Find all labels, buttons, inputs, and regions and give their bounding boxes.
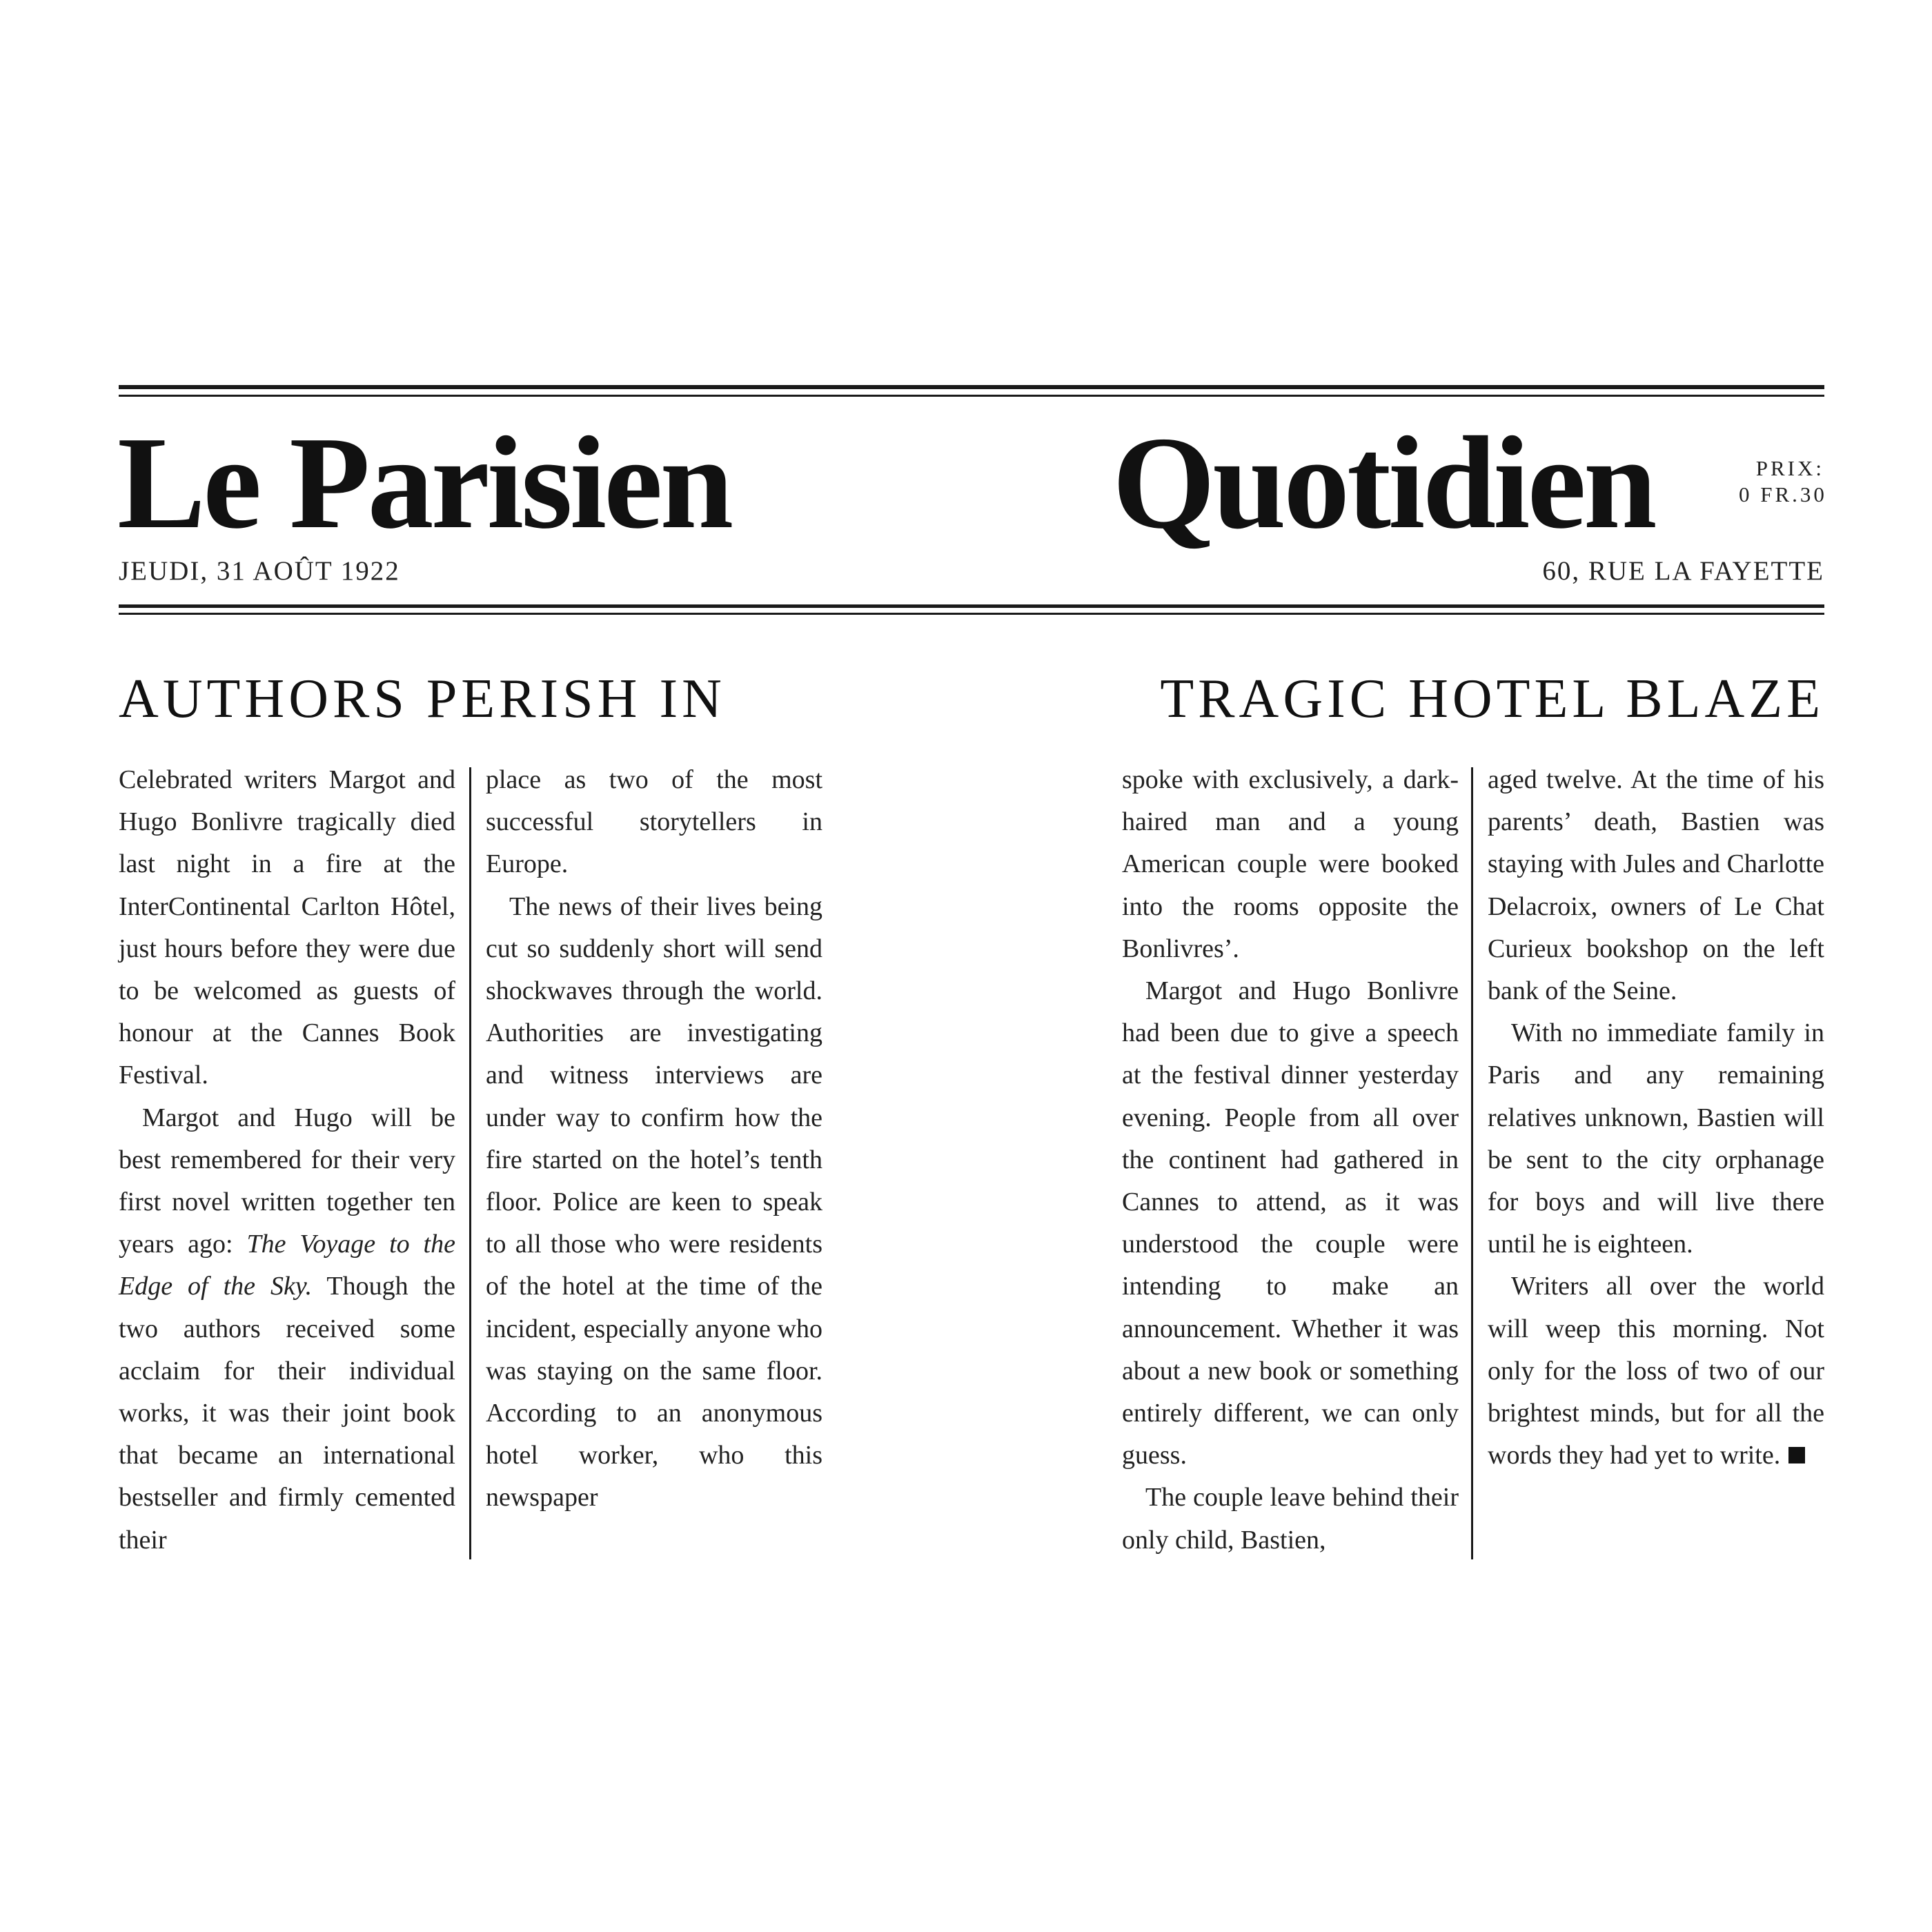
paragraph: place as two of the most successful storytellers in Europe. (486, 765, 822, 879)
text-run: Margot and Hugo will be best remembered for their very first novel written together ten years ago: (119, 1103, 455, 1259)
masthead-bottom-rule-thin (119, 613, 1824, 615)
price-box (1739, 455, 1827, 508)
headline-left: AUTHORS PERISH IN (119, 669, 726, 729)
paragraph: Margot and Hugo Bonlivre had been due to give a speech at the festival dinner yesterday evening. People from all over the continent had gathered in Cannes to attend, as it was understood the couple were intending to make an announcement. Whether it was about a new book or something entirely different, we can only guess. (1122, 976, 1459, 1470)
paragraph: Celebrated writers Margot and Hugo Bonlivre tragically died last night in a fire at the InterContinental Carlton Hôtel, just hours before they were due to be welcomed as guests of honour at the Cannes Book Festival. (119, 765, 455, 1090)
masthead-bottom-rule (119, 604, 1824, 608)
article-column-3 (1122, 759, 1459, 1561)
paragraph: aged twelve. At the time of his parents’ death, Bastien was staying with Jules and Charlotte Delacroix, owners of Le Chat Curieux bookshop on the left bank of the Seine. (1488, 765, 1824, 1006)
book-title: The Voyage to the Edge of the Sky. (119, 1230, 455, 1301)
paragraph (1488, 1265, 1824, 1477)
price-label: PRIX: (1755, 456, 1824, 480)
paragraph (119, 1097, 455, 1561)
masthead-title-left: Le Parisien (117, 409, 731, 556)
price-value: 0 FR.30 (1739, 482, 1827, 506)
headline-right: TRAGIC HOTEL BLAZE (1160, 669, 1824, 729)
paragraph: With no immediate family in Paris and any remaining relatives unknown, Bastien will be sent to the city orphanage for boys and will live there until he is eighteen. (1488, 1018, 1824, 1259)
article-column-2 (486, 759, 822, 1519)
text-run: Writers all over the world will weep this morning. Not only for the loss of two of our brightest minds, but for all the words they had yet to write. (1488, 1272, 1824, 1470)
masthead-top-rule-thin (119, 395, 1824, 397)
masthead-top-rule (119, 385, 1824, 389)
masthead-title-right: Quotidien (1112, 409, 1655, 556)
text-run: Though the two authors received some acclaim for their individual works, it was their joint book that became an international bestseller and firmly cemented their (119, 1272, 455, 1555)
end-of-article-mark (1788, 1447, 1805, 1463)
paragraph: spoke with exclusively, a dark-haired man and a young American couple were booked into the rooms opposite the Bonlivres’. (1122, 765, 1459, 963)
publisher-address: 60, RUE LA FAYETTE (1542, 556, 1824, 586)
column-divider (1471, 767, 1473, 1559)
issue-date: JEUDI, 31 AOÛT 1922 (119, 556, 400, 586)
paragraph: The couple leave behind their only child, Bastien, (1122, 1483, 1459, 1555)
article-column-4 (1488, 759, 1824, 1477)
column-divider (469, 767, 471, 1559)
paragraph: The news of their lives being cut so suddenly short will send shockwaves through the world. Authorities are investigating and witness interviews are under way to confirm how the fire started on the hotel’s tenth floor. Police are keen to speak to all those who were residents of the hotel at the time of the incident, especially anyone who was staying on the same floor. According to an anonymous hotel worker, who this newspaper (486, 891, 822, 1512)
article-column-1 (119, 759, 455, 1561)
